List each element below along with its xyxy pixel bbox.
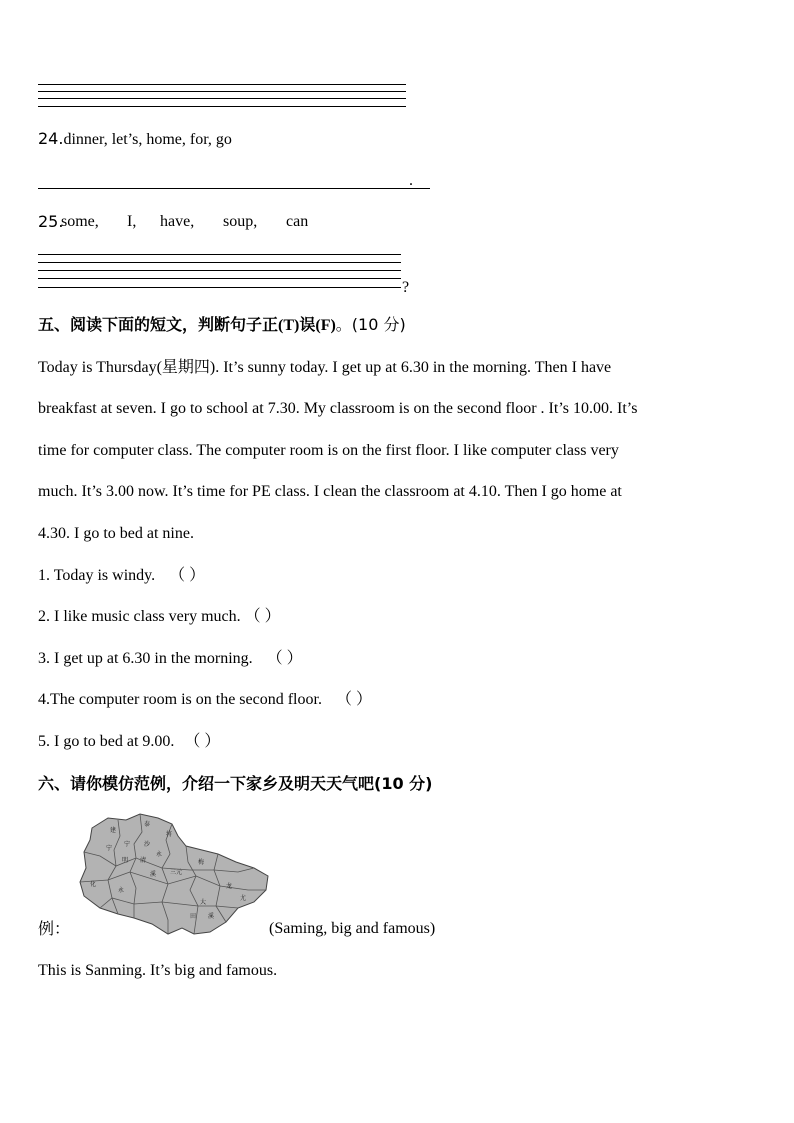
map-label: 永 [156, 851, 163, 858]
word: soup, [223, 213, 258, 230]
section-5-title [38, 315, 406, 336]
question-item [38, 649, 303, 669]
question-text: 5. I go to bed at 9.00. [38, 733, 175, 750]
example-hint: (Saming, big and famous) [269, 920, 436, 937]
map-label: 清 [140, 857, 147, 864]
end-mark: ? [402, 279, 410, 296]
question-number: 25. [38, 212, 64, 231]
title-t: (T) [278, 317, 300, 334]
answer-blank[interactable]: （ ） [169, 567, 206, 584]
question-text: 4.The computer room is on the second floor. [38, 691, 322, 708]
map-label: 明 [122, 857, 129, 864]
passage-line: time for computer class. The computer room is on the first floor. I like computer class very [38, 442, 619, 459]
question-item [38, 566, 205, 586]
passage-line: 4.30. I go to bed at nine. [38, 525, 194, 542]
sanming-map-image [78, 810, 270, 938]
map-label: 龙 [226, 883, 233, 890]
title-text: 。(10 分) [335, 315, 406, 334]
answer-line [38, 287, 401, 288]
question-item [38, 690, 372, 710]
title-text: 五、阅读下面的短文，判断句子正 [38, 315, 279, 334]
map-label: 田 [190, 913, 197, 920]
question-24 [38, 129, 232, 150]
map-label: 建 [110, 827, 117, 834]
map-label: 大 [200, 899, 207, 906]
answer-blank[interactable]: （ ） [335, 691, 372, 708]
question-text: 1. Today is windy. [38, 567, 156, 584]
answer-line [38, 98, 406, 99]
answer-blank[interactable]: （ ） [266, 650, 303, 667]
question-text: 3. I get up at 6.30 in the morning. [38, 650, 253, 667]
word: can [286, 213, 309, 230]
question-item [38, 732, 220, 752]
example-label: 例： [38, 919, 71, 938]
answer-line [38, 278, 401, 279]
example-sentence: This is Sanming. It’s big and famous. [38, 962, 278, 979]
map-label: 尤 [240, 895, 247, 902]
title-f: (F) [315, 317, 336, 334]
map-label: 溪 [150, 871, 157, 878]
answer-blank[interactable]: （ ） [244, 608, 281, 625]
passage-line: Today is Thursday(星期四). It’s sunny today. I get up at 6.30 in the morning. Then I have [38, 359, 612, 376]
answer-blank[interactable]: （ ） [184, 733, 221, 750]
map-label: 三元 [170, 869, 183, 876]
map-label: 永 [118, 887, 125, 894]
passage-line: breakfast at seven. I go to school at 7.30. My classroom is on the second floor . It’s 10.00. It’s [38, 400, 638, 417]
word: I, [127, 213, 137, 230]
passage-line: much. It’s 3.00 now. It’s time for PE class. I clean the classroom at 4.10. Then I go home at [38, 483, 622, 500]
section-6-title: 六、请你模仿范例，介绍一下家乡及明天天气吧(10 分) [38, 774, 433, 793]
scrambled-words: dinner, let’s, home, for, go [63, 131, 232, 148]
answer-line [38, 262, 401, 263]
map-label: 宁 [106, 845, 113, 852]
map-label: 沙 [144, 841, 151, 848]
answer-line [38, 84, 406, 85]
map-label: 泰 [144, 821, 151, 828]
answer-line[interactable] [38, 188, 430, 189]
map-label: 化 [90, 881, 97, 888]
map-label: 溪 [208, 913, 215, 920]
map-label: 宁 [124, 841, 131, 848]
word: some, [61, 213, 99, 230]
question-25 [38, 212, 338, 232]
word: have, [160, 213, 195, 230]
title-text: 误 [299, 315, 316, 334]
answer-line [38, 254, 401, 255]
end-mark: . [409, 172, 413, 189]
answer-line [38, 270, 401, 271]
map-label: 梅 [198, 859, 205, 866]
question-item [38, 607, 281, 627]
map-label: 将 [166, 831, 173, 838]
answer-line [38, 91, 406, 92]
question-text: 2. I like music class very much. [38, 608, 241, 625]
answer-line [38, 106, 406, 107]
question-number: 24. [38, 129, 64, 148]
